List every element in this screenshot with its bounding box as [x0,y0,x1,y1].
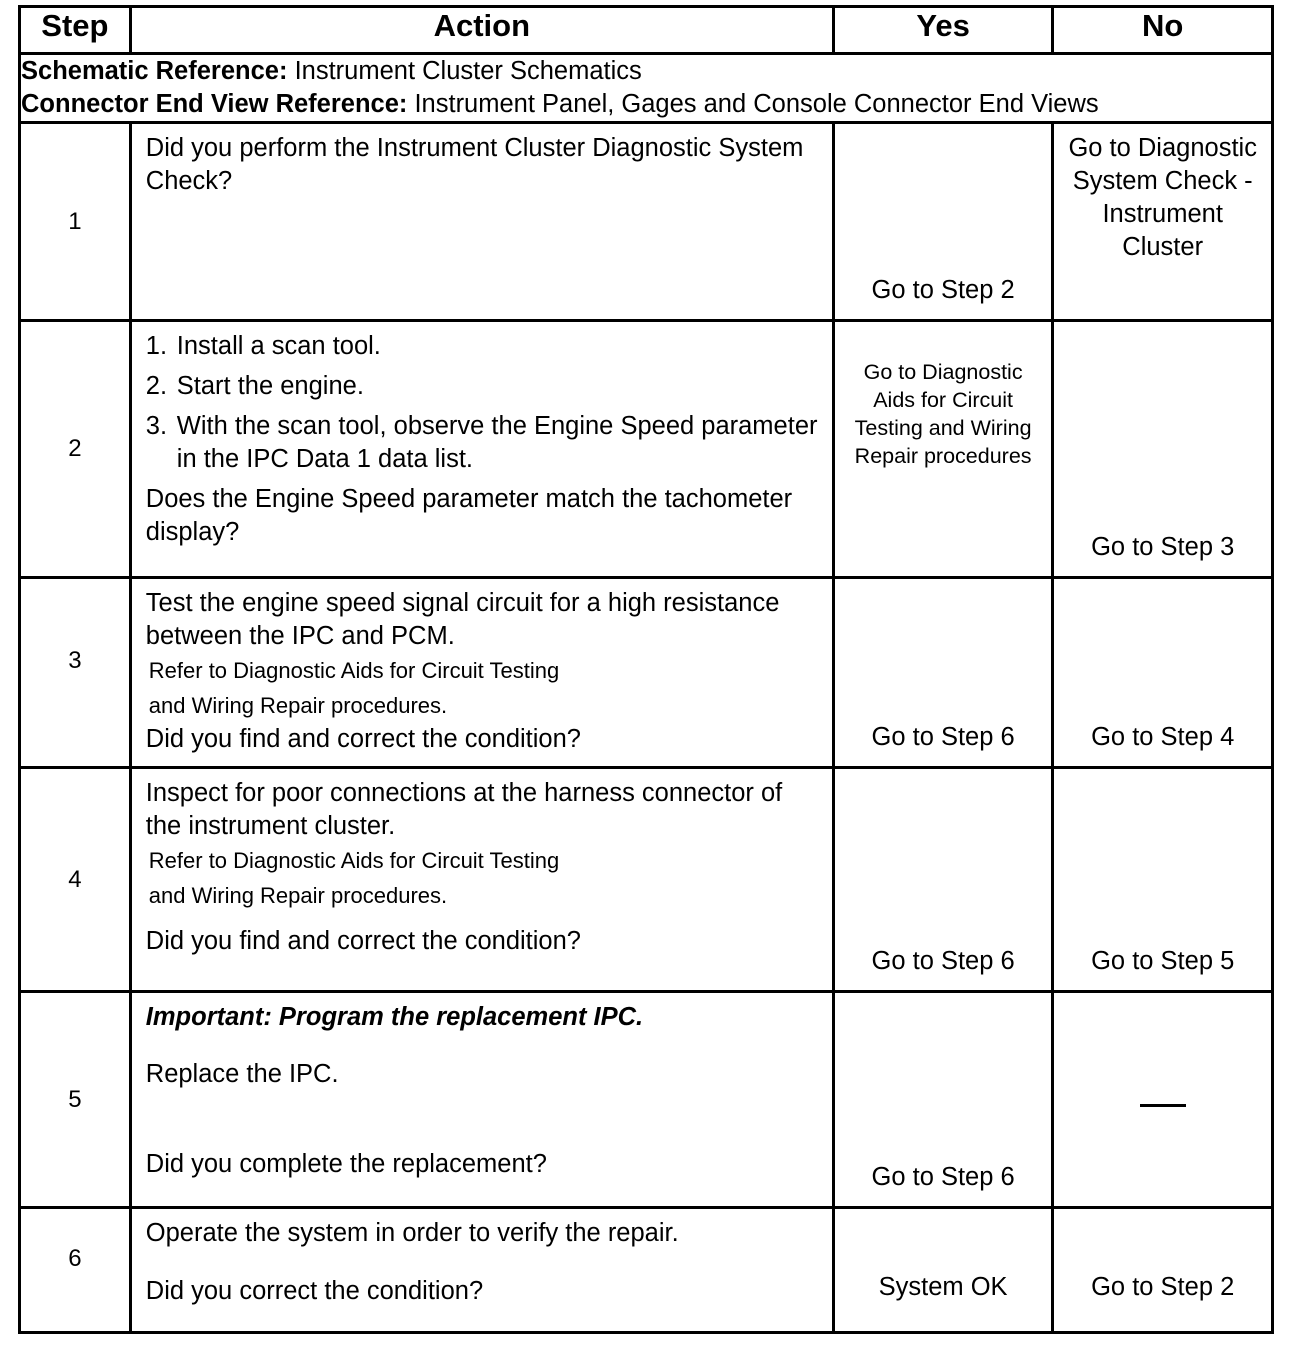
reference-row [20,54,1273,123]
connector-reference-label: Connector End View Reference: [21,90,408,118]
step-text: Test the engine speed signal circuit for a high resistance between the IPC and PCM. [145,589,780,650]
important-note: Important: Program the replacement IPC. [145,1003,644,1031]
step-question: Did you perform the Instrument Cluster Diagnostic System Check? [145,134,804,195]
header-no: No [1053,7,1273,54]
no-answer: Go to Step 4 [1053,578,1273,768]
step-action [130,123,833,321]
step-number: 1 [20,123,131,321]
list-item [146,370,822,403]
connector-reference-value: Instrument Panel, Gages and Console Connector End Views [414,90,1099,118]
no-answer: Go to Step 3 [1053,321,1273,578]
step-question: Did you correct the condition? [145,1277,484,1305]
header-yes: Yes [833,7,1053,54]
schematic-reference-value: Instrument Cluster Schematics [294,57,642,85]
list-item [146,410,822,476]
reference-note: and Wiring Repair procedures. [148,693,448,718]
header-step: Step [20,7,131,54]
step-row [20,992,1273,1208]
step-row [20,578,1273,768]
yes-answer: Go to Step 2 [833,123,1053,321]
step-row [20,768,1273,992]
list-item-text: Install a scan tool. [176,332,381,360]
schematic-reference [21,55,1271,88]
step-action [130,1208,833,1333]
step-question: Does the Engine Speed parameter match the tachometer display? [145,485,793,546]
list-item-number: 1. [145,332,168,360]
no-answer: Go to Diagnostic System Check - Instrument Cluster [1053,123,1273,321]
step-row [20,321,1273,578]
step-text: Operate the system in order to verify the repair. [145,1219,679,1247]
step-question: Did you find and correct the condition? [145,927,581,955]
step-row [20,123,1273,321]
reference-note: and Wiring Repair procedures. [148,883,448,908]
step-number: 2 [20,321,131,578]
connector-reference [21,88,1271,121]
yes-answer: System OK [833,1208,1053,1333]
list-item [146,330,822,363]
step-action [130,578,833,768]
step-text: Replace the IPC. [145,1060,339,1088]
list-item-text: Start the engine. [176,372,364,400]
no-answer: Go to Step 2 [1053,1208,1273,1333]
schematic-reference-label: Schematic Reference: [21,57,288,85]
list-item-number: 2. [145,372,168,400]
reference-note: Refer to Diagnostic Aids for Circuit Testing [148,658,560,683]
no-answer: Go to Step 5 [1053,768,1273,992]
no-answer [1053,992,1273,1208]
step-number: 4 [20,768,131,992]
step-question: Did you complete the replacement? [145,1150,547,1178]
yes-answer: Go to Step 6 [833,992,1053,1208]
instruction-list [146,330,822,476]
step-row [20,1208,1273,1333]
yes-answer: Go to Diagnostic Aids for Circuit Testing and Wiring Repair procedures [833,321,1053,578]
step-action [130,768,833,992]
yes-answer: Go to Step 6 [833,578,1053,768]
step-number: 6 [20,1208,131,1333]
step-number: 3 [20,578,131,768]
step-question: Did you find and correct the condition? [145,725,581,753]
header-row [20,7,1273,54]
reference-cell [20,54,1273,123]
diagnostic-table [18,5,1274,1334]
step-text: Inspect for poor connections at the harness connector of the instrument cluster. [145,779,783,840]
yes-answer: Go to Step 6 [833,768,1053,992]
step-number: 5 [20,992,131,1208]
list-item-text: With the scan tool, observe the Engine Speed parameter in the IPC Data 1 data list. [176,412,818,473]
list-item-number: 3. [145,412,168,440]
step-action [130,992,833,1208]
step-action [130,321,833,578]
dash-placeholder [1140,1104,1186,1107]
header-action: Action [130,7,833,54]
reference-note: Refer to Diagnostic Aids for Circuit Testing [148,848,560,873]
